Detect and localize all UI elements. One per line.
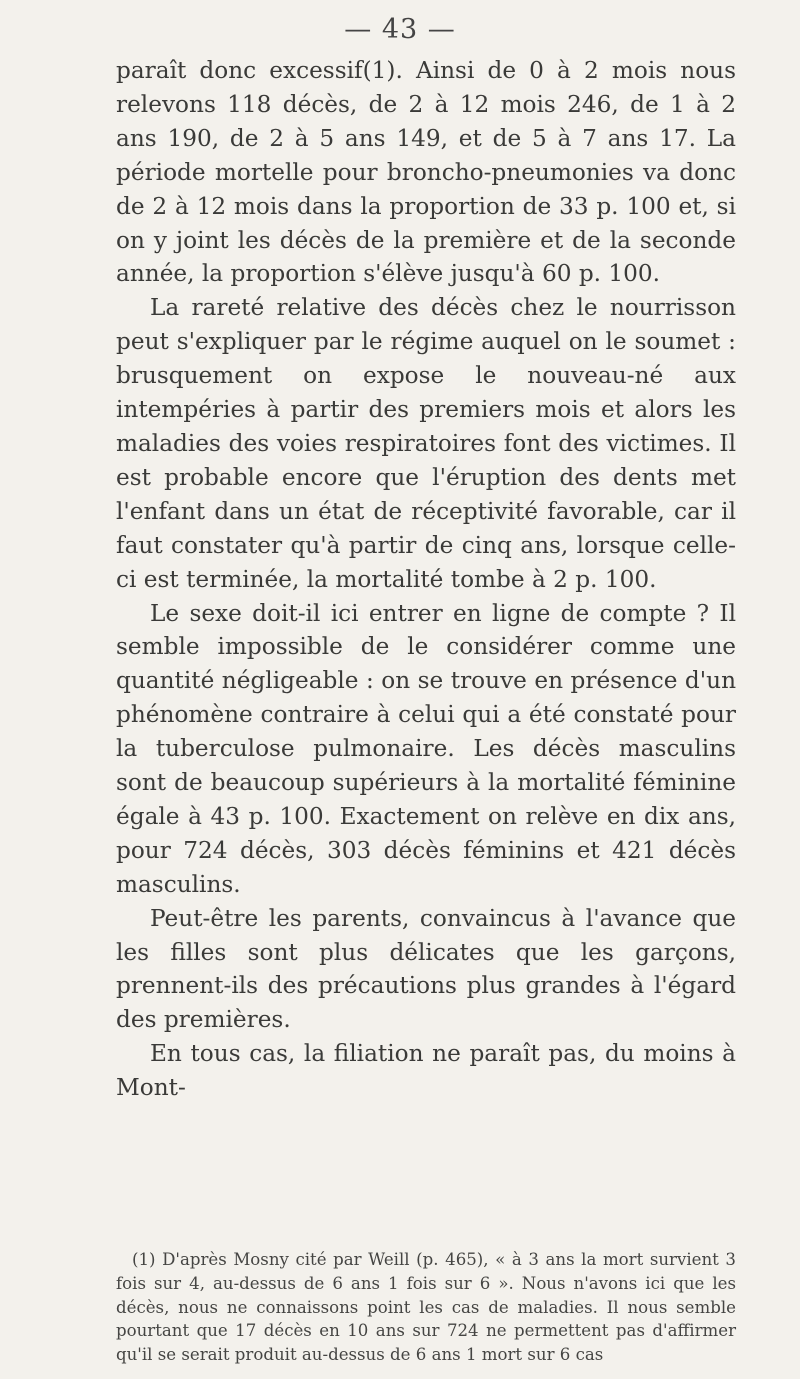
paragraph-1-text-start: paraît donc excessif (116, 57, 363, 84)
paragraph-1-text-end: . Ainsi de 0 à 2 mois nous relevons 118 décès, de 2 à 12 mois 246, de 1 à 2 ans 190, de 2 à 5 ans 149, et de 5 à 7 ans 17. La période mortelle pour broncho-pneumonies va donc de 2 à 12 mois dans la proportion de 33 p. 100 et, si on y joint les décès de la première et de la seconde année, la proportion s'élève jusqu'à 60 p. 100. (116, 57, 736, 288)
paragraph-1 (116, 54, 736, 291)
paragraph-3: Le sexe doit-il ici entrer en ligne de compte ? Il semble impossible de le considérer comme une quantité négligeable : on se trouve en présence d'un phénomène contraire à celui qui a été constaté pour la tuberculose pulmonaire. Les décès masculins sont de beaucoup supérieurs à la mortalité féminine égale à 43 p. 100. Exactement on relève en dix ans, pour 724 décès, 303 décès féminins et 421 décès masculins. (116, 599, 736, 898)
footnote-1: (1) D'après Mosny cité par Weill (p. 465), « à 3 ans la mort survient 3 fois sur 4, au-dessus de 6 ans 1 fois sur 6 ». Nous n'avons ici que les décès, nous ne connaissons point les cas de maladies. Il nous semble pourtant que 17 décès en 10 ans sur 724 ne permettent pas d'affirmer qu'il se serait produit au-dessus de 6 ans 1 mort sur 6 cas (116, 1250, 736, 1365)
footnote-reference: (1) (362, 57, 396, 84)
main-text (116, 54, 736, 1105)
page-number: — 43 — (344, 14, 456, 45)
paragraph-2: La rareté relative des décès chez le nourrisson peut s'expliquer par le régime auquel on le soumet : brusquement on expose le nouveau-né aux intempéries à partir des premiers mois et alors les maladies des voies respiratoires font des victimes. Il est probable encore que l'éruption des dents met l'enfant dans un état de réceptivité favorable, car il faut constater qu'à partir de cinq ans, lorsque celle-ci est terminée, la mortalité tombe à 2 p. 100. (116, 294, 736, 593)
paragraph-5: En tous cas, la filiation ne paraît pas, du moins à Mont- (116, 1040, 736, 1102)
footnotes (116, 1248, 736, 1367)
paragraph-4: Peut-être les parents, convaincus à l'avance que les filles sont plus délicates que les garçons, prennent-ils des précautions plus grandes à l'égard des premières. (116, 904, 736, 1034)
